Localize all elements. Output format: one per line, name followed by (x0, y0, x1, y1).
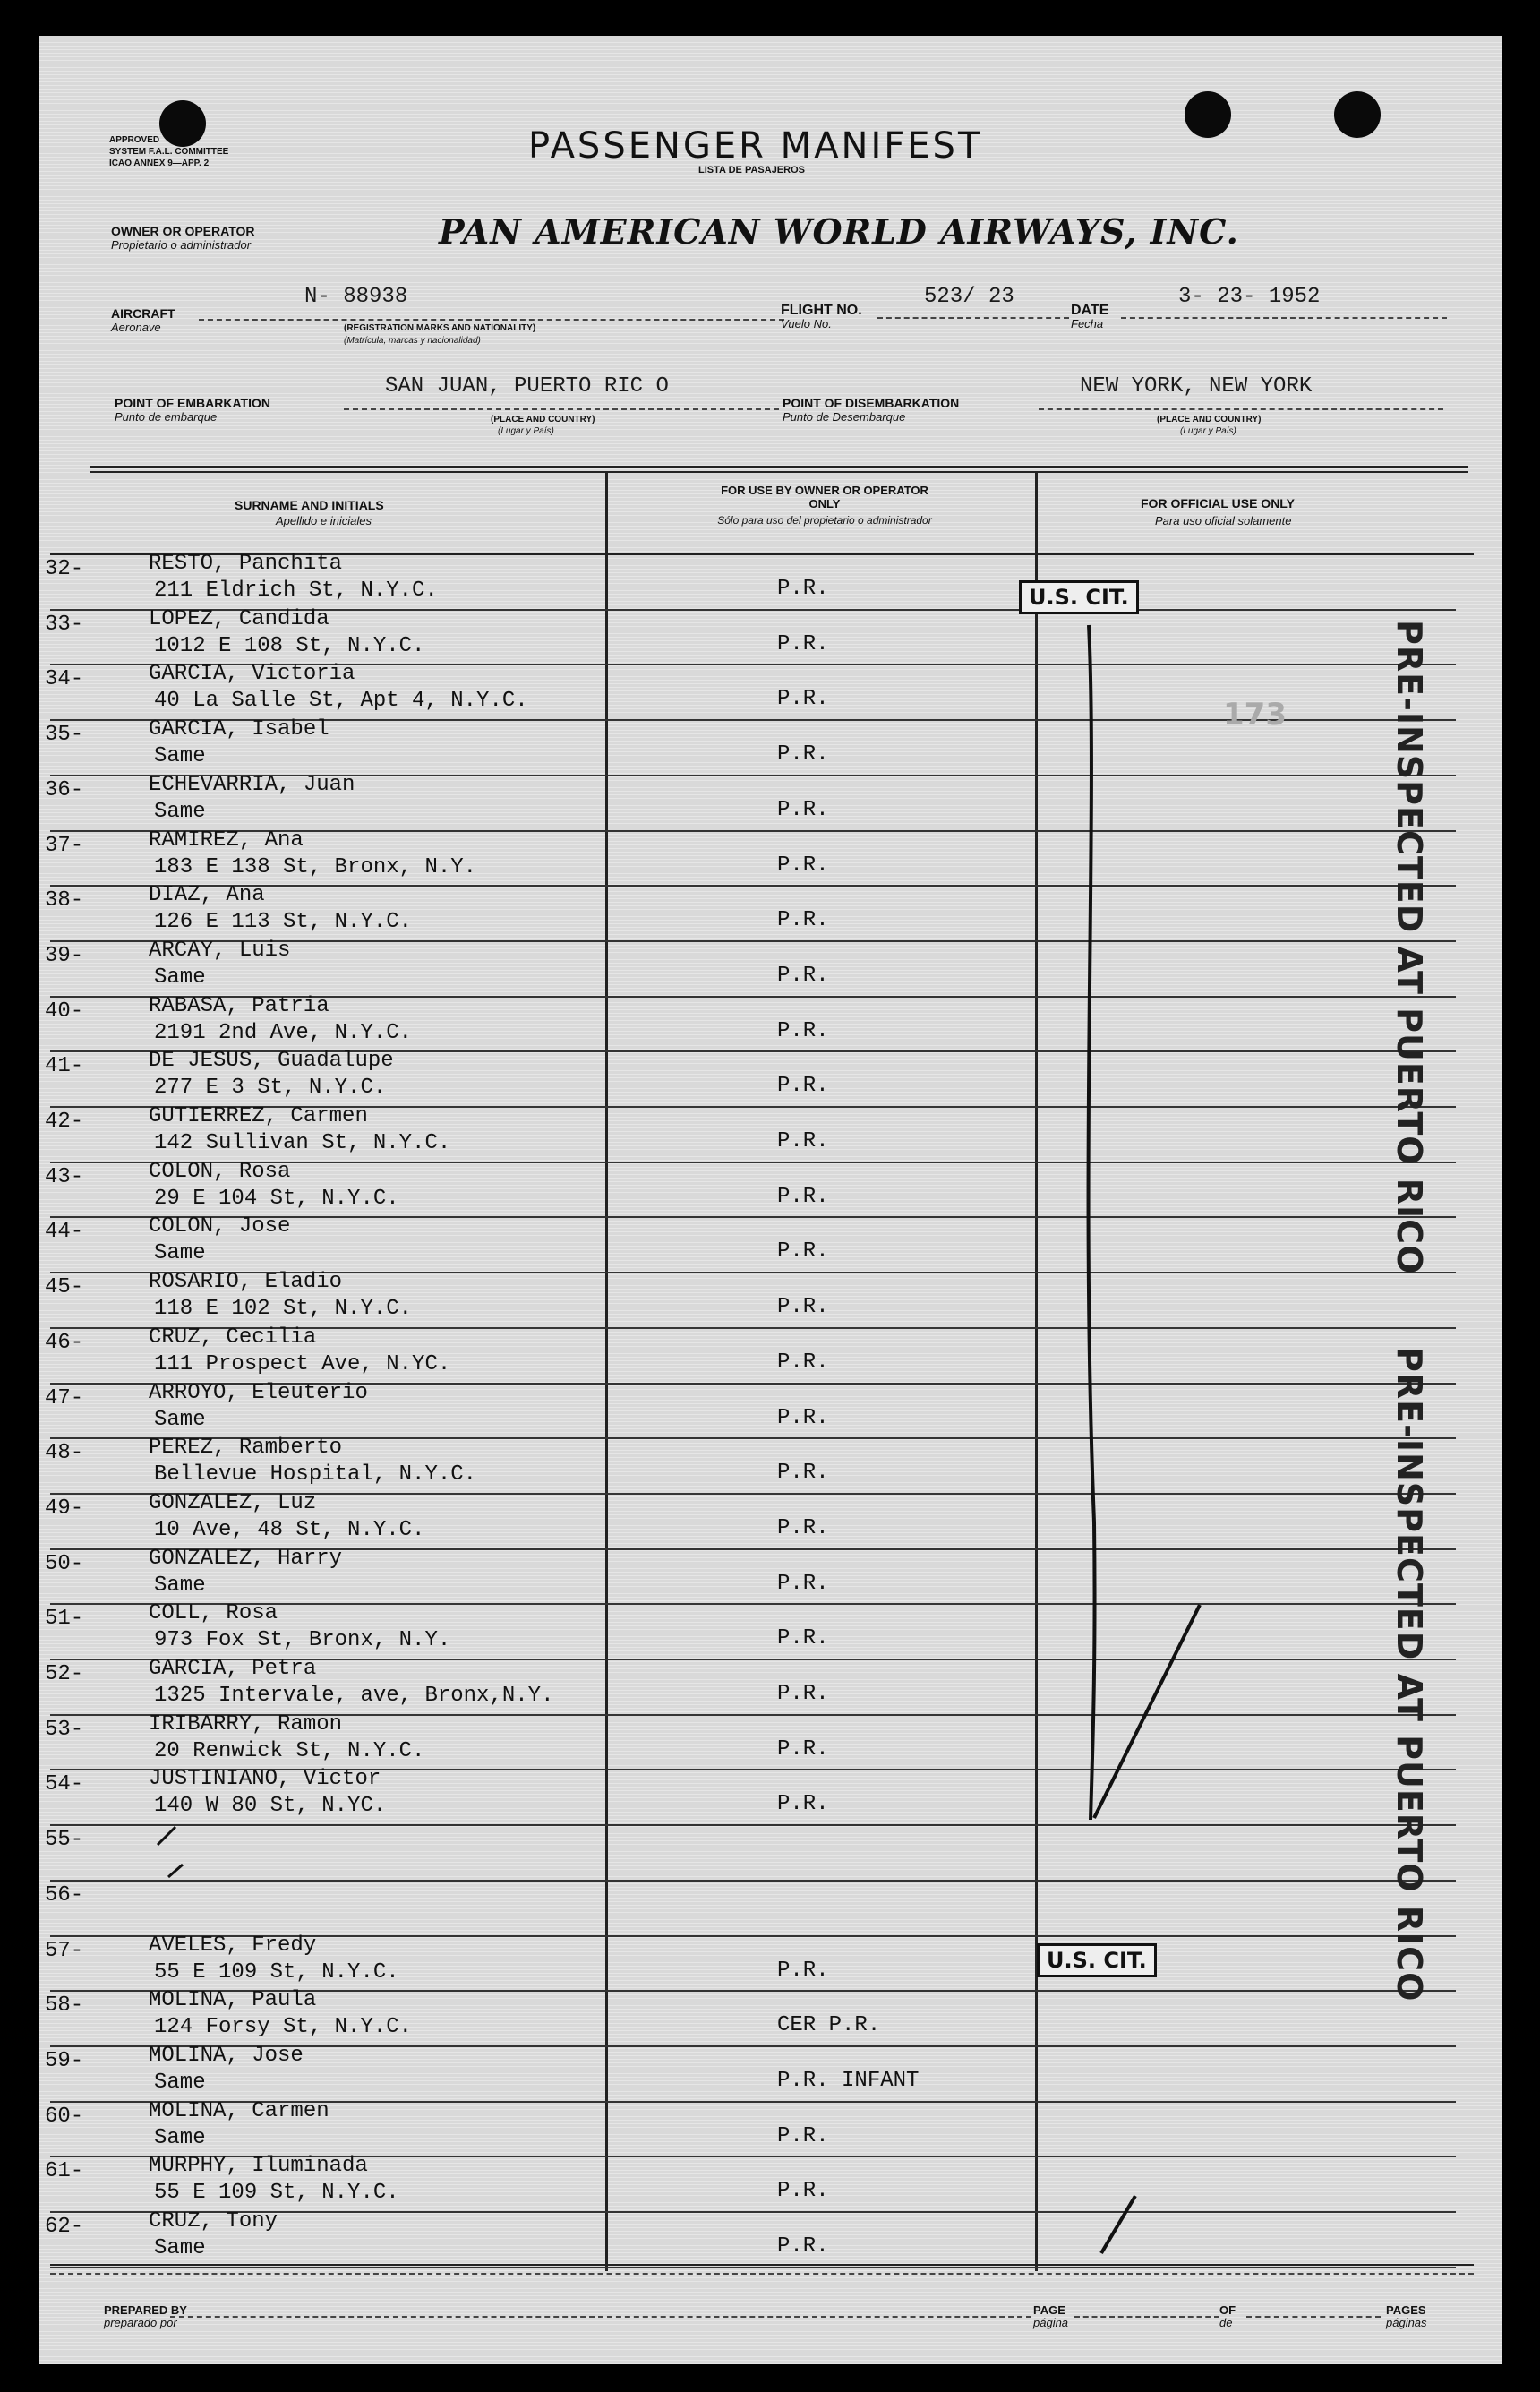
pages-label-es: páginas (1386, 2316, 1427, 2329)
preinspected-stamp-1: PRE-INSPECTED AT PUERTO RICO (1390, 620, 1429, 1275)
passenger-name: GARCIA, Victoria (149, 662, 355, 686)
passenger-address: 29 E 104 St, N.Y.C. (154, 1187, 399, 1211)
passenger-address: 55 E 109 St, N.Y.C. (154, 2181, 399, 2205)
passenger-use-code: P.R. (777, 1019, 829, 1043)
passenger-name: ROSARIO, Eladio (149, 1270, 343, 1294)
page-label-es: página (1033, 2316, 1069, 2329)
passenger-use-code: P.R. (777, 1959, 829, 1983)
col-header-official-es: Para uso oficial solamente (1155, 514, 1292, 527)
passenger-address: 211 Eldrich St, N.Y.C. (154, 579, 438, 603)
disembark-sub: (PLACE AND COUNTRY) (1157, 415, 1262, 424)
passenger-name: ECHEVARRIA, Juan (149, 773, 355, 797)
row-number: 42- (45, 1110, 84, 1134)
flight-label-es: Vuelo No. (781, 317, 832, 330)
passenger-address: Same (154, 1573, 206, 1598)
owner-value: PAN AMERICAN WORLD AIRWAYS, INC. (439, 211, 1239, 252)
row-number: 56- (45, 1883, 84, 1908)
us-cit-stamp-2: U.S. CIT. (1037, 1943, 1157, 1977)
row-number: 59- (45, 2049, 84, 2073)
punch-hole-right-1 (1185, 91, 1231, 138)
row-number: 34- (45, 667, 84, 691)
passenger-use-code: P.R. (777, 853, 829, 878)
passenger-use-code: P.R. (777, 1792, 829, 1816)
passenger-name: CRUZ, Cecilia (149, 1325, 317, 1350)
passenger-use-code: P.R. (777, 798, 829, 822)
passenger-name: JUSTINIANO, Victor (149, 1767, 381, 1791)
page-title-es: LISTA DE PASAJEROS (698, 165, 805, 176)
passenger-use-code: P.R. (777, 1074, 829, 1098)
row-number: 37- (45, 834, 84, 858)
passenger-use-code: P.R. (777, 964, 829, 988)
row-number: 48- (45, 1441, 84, 1465)
passenger-name: DE JESUS, Guadalupe (149, 1049, 394, 1073)
passenger-address: Same (154, 1408, 206, 1432)
embark-label: POINT OF EMBARKATION (115, 396, 270, 410)
passenger-name: DIAZ, Ana (149, 883, 265, 907)
disembark-label-es: Punto de Desembarque (783, 410, 906, 424)
row-number: 33- (45, 613, 84, 637)
aircraft-sub: (REGISTRATION MARKS AND NATIONALITY) (344, 323, 536, 333)
passenger-use-code: P.R. (777, 1295, 829, 1319)
col-header-official: FOR OFFICIAL USE ONLY (1141, 496, 1295, 510)
passenger-use-code: P.R. (777, 577, 829, 601)
passenger-use-code: P.R. INFANT (777, 2069, 920, 2093)
passenger-name: MOLINA, Jose (149, 2044, 304, 2068)
passenger-name: PEREZ, Ramberto (149, 1436, 343, 1460)
passenger-address: 142 Sullivan St, N.Y.C. (154, 1131, 451, 1155)
passenger-name: MURPHY, Iluminada (149, 2154, 368, 2178)
passenger-address: 111 Prospect Ave, N.YC. (154, 1352, 451, 1376)
passenger-address: Same (154, 2126, 206, 2150)
date-label-es: Fecha (1071, 317, 1104, 330)
flight-value: 523/ 23 (924, 285, 1014, 309)
passenger-address: 140 W 80 St, N.YC. (154, 1794, 387, 1818)
col-header-owner: FOR USE BY OWNER OR OPERATOR ONLY (721, 484, 928, 510)
passenger-name: GONZALEZ, Harry (149, 1547, 343, 1571)
row-number: 43- (45, 1165, 84, 1189)
row-number: 39- (45, 944, 84, 968)
pages-label: PAGES (1386, 2303, 1426, 2317)
passenger-use-code: P.R. (777, 1626, 829, 1650)
passenger-address: 1012 E 108 St, N.Y.C. (154, 634, 425, 658)
disembark-value: NEW YORK, NEW YORK (1080, 374, 1313, 399)
of-label: OF (1219, 2303, 1236, 2317)
passenger-use-code: P.R. (777, 1129, 829, 1153)
row-number: 45- (45, 1275, 84, 1299)
passenger-address: Same (154, 2236, 206, 2260)
row-number: 47- (45, 1386, 84, 1410)
aircraft-label-es: Aeronave (111, 321, 161, 334)
flight-label: FLIGHT NO. (781, 303, 862, 318)
passenger-use-code: P.R. (777, 687, 829, 711)
passenger-name: COLL, Rosa (149, 1601, 278, 1625)
embark-label-es: Punto de embarque (115, 410, 218, 424)
passenger-address: 55 E 109 St, N.Y.C. (154, 1960, 399, 1985)
passenger-address: Same (154, 2070, 206, 2095)
passenger-address: 20 Renwick St, N.Y.C. (154, 1739, 425, 1763)
row-number: 61- (45, 2159, 84, 2183)
passenger-use-code: P.R. (777, 1572, 829, 1596)
passenger-name: RESTO, Panchita (149, 552, 343, 576)
prepared-label: PREPARED BY (104, 2303, 187, 2317)
passenger-name: ARCAY, Luis (149, 939, 291, 963)
passenger-address: 10 Ave, 48 St, N.Y.C. (154, 1518, 425, 1542)
prepared-label-es: preparado por (104, 2316, 177, 2329)
row-number: 32- (45, 557, 84, 581)
passenger-use-code: P.R. (777, 742, 829, 767)
passenger-address: Same (154, 800, 206, 824)
punch-hole-right-2 (1334, 91, 1381, 138)
of-label-es: de (1219, 2316, 1233, 2329)
passenger-use-code: P.R. (777, 1185, 829, 1209)
row-number: 53- (45, 1718, 84, 1742)
embark-value: SAN JUAN, PUERTO RIC O (385, 374, 669, 399)
col-header-surname-es: Apellido e iniciales (276, 514, 372, 527)
passenger-name: GARCIA, Isabel (149, 717, 329, 742)
passenger-use-code: P.R. (777, 1516, 829, 1540)
row-number: 54- (45, 1772, 84, 1796)
row-number: 36- (45, 778, 84, 802)
number-stamp: 173 (1223, 697, 1287, 733)
passenger-address: 973 Fox St, Bronx, N.Y. (154, 1628, 451, 1652)
row-divider (50, 1880, 1456, 1882)
row-number: 35- (45, 723, 84, 747)
passenger-address: Same (154, 1241, 206, 1265)
passenger-name: GONZALEZ, Luz (149, 1491, 317, 1515)
passenger-address: 277 E 3 St, N.Y.C. (154, 1076, 387, 1100)
aircraft-value: N- 88938 (304, 285, 408, 309)
passenger-name: MOLINA, Paula (149, 1988, 317, 2012)
row-number: 44- (45, 1220, 84, 1244)
passenger-use-code: P.R. (777, 2234, 829, 2259)
us-cit-stamp-1: U.S. CIT. (1019, 580, 1139, 614)
date-label: DATE (1071, 303, 1109, 318)
row-number: 49- (45, 1496, 84, 1521)
row-number: 55- (45, 1828, 84, 1852)
passenger-name: COLON, Jose (149, 1214, 291, 1239)
passenger-address: 124 Forsy St, N.Y.C. (154, 2015, 413, 2039)
passenger-use-code: P.R. (777, 1461, 829, 1485)
passenger-use-code: P.R. (777, 1406, 829, 1430)
col-header-owner-es: Sólo para uso del propietario o administrador (717, 514, 932, 527)
passenger-name: LOPEZ, Candida (149, 607, 329, 631)
passenger-use-code: P.R. (777, 2124, 829, 2148)
passenger-name: GUTIERREZ, Carmen (149, 1104, 368, 1128)
passenger-address: 40 La Salle St, Apt 4, N.Y.C. (154, 689, 528, 713)
row-number: 60- (45, 2105, 84, 2129)
row-number: 52- (45, 1662, 84, 1686)
passenger-address: 126 E 113 St, N.Y.C. (154, 910, 413, 934)
page-label: PAGE (1033, 2303, 1065, 2317)
passenger-name: AVELES, Fredy (149, 1933, 317, 1958)
passenger-use-code: P.R. (777, 2179, 829, 2203)
disembark-label: POINT OF DISEMBARKATION (783, 396, 960, 410)
passenger-address: 183 E 138 St, Bronx, N.Y. (154, 855, 477, 879)
passenger-use-code: P.R. (777, 1737, 829, 1762)
approval-block: APPROVED SYSTEM F.A.L. COMMITTEE ICAO ANNEX 9—APP. 2 (109, 135, 229, 168)
passenger-address: 118 E 102 St, N.Y.C. (154, 1297, 413, 1321)
passenger-name: ARROYO, Eleuterio (149, 1381, 368, 1405)
passenger-name: CRUZ, Tony (149, 2209, 278, 2233)
row-number: 58- (45, 1993, 84, 2018)
row-number: 38- (45, 888, 84, 913)
passenger-name: GARCIA, Petra (149, 1657, 317, 1681)
passenger-name: RABASA, Patria (149, 994, 329, 1018)
embark-sub: (PLACE AND COUNTRY) (491, 415, 595, 424)
passenger-name: RAMIREZ, Ana (149, 828, 304, 853)
passenger-name: MOLINA, Carmen (149, 2099, 329, 2123)
owner-label-es: Propietario o administrador (111, 238, 252, 252)
embark-sub-es: (Lugar y País) (498, 426, 554, 436)
row-number: 41- (45, 1054, 84, 1078)
passenger-name: IRIBARRY, Ramon (149, 1712, 343, 1736)
aircraft-sub-es: (Matrícula, marcas y nacionalidad) (344, 336, 481, 346)
passenger-address: 2191 2nd Ave, N.Y.C. (154, 1021, 413, 1045)
passenger-use-code: CER P.R. (777, 2013, 881, 2037)
page-title: PASSENGER MANIFEST (528, 125, 983, 167)
disembark-sub-es: (Lugar y País) (1180, 426, 1236, 436)
preinspected-stamp-2: PRE-INSPECTED AT PUERTO RICO (1390, 1347, 1429, 2002)
row-number: 57- (45, 1939, 84, 1963)
passenger-use-code: P.R. (777, 1350, 829, 1375)
passenger-use-code: P.R. (777, 1682, 829, 1706)
passenger-use-code: P.R. (777, 908, 829, 932)
passenger-address: 1325 Intervale, ave, Bronx,N.Y. (154, 1684, 554, 1708)
passenger-use-code: P.R. (777, 1239, 829, 1264)
aircraft-label: AIRCRAFT (111, 306, 175, 321)
passenger-address: Same (154, 744, 206, 768)
col-header-surname: SURNAME AND INITIALS (235, 498, 384, 512)
row-number: 50- (45, 1552, 84, 1576)
passenger-address: Bellevue Hospital, N.Y.C. (154, 1462, 477, 1487)
passenger-address: Same (154, 965, 206, 990)
passenger-name: COLON, Rosa (149, 1160, 291, 1184)
row-number: 46- (45, 1331, 84, 1355)
row-number: 51- (45, 1607, 84, 1631)
row-divider (50, 1824, 1456, 1826)
row-number: 62- (45, 2215, 84, 2239)
date-value: 3- 23- 1952 (1178, 285, 1321, 309)
passenger-use-code: P.R. (777, 632, 829, 656)
row-divider (50, 2267, 1456, 2268)
row-number: 40- (45, 999, 84, 1024)
owner-label: OWNER OR OPERATOR (111, 224, 255, 238)
